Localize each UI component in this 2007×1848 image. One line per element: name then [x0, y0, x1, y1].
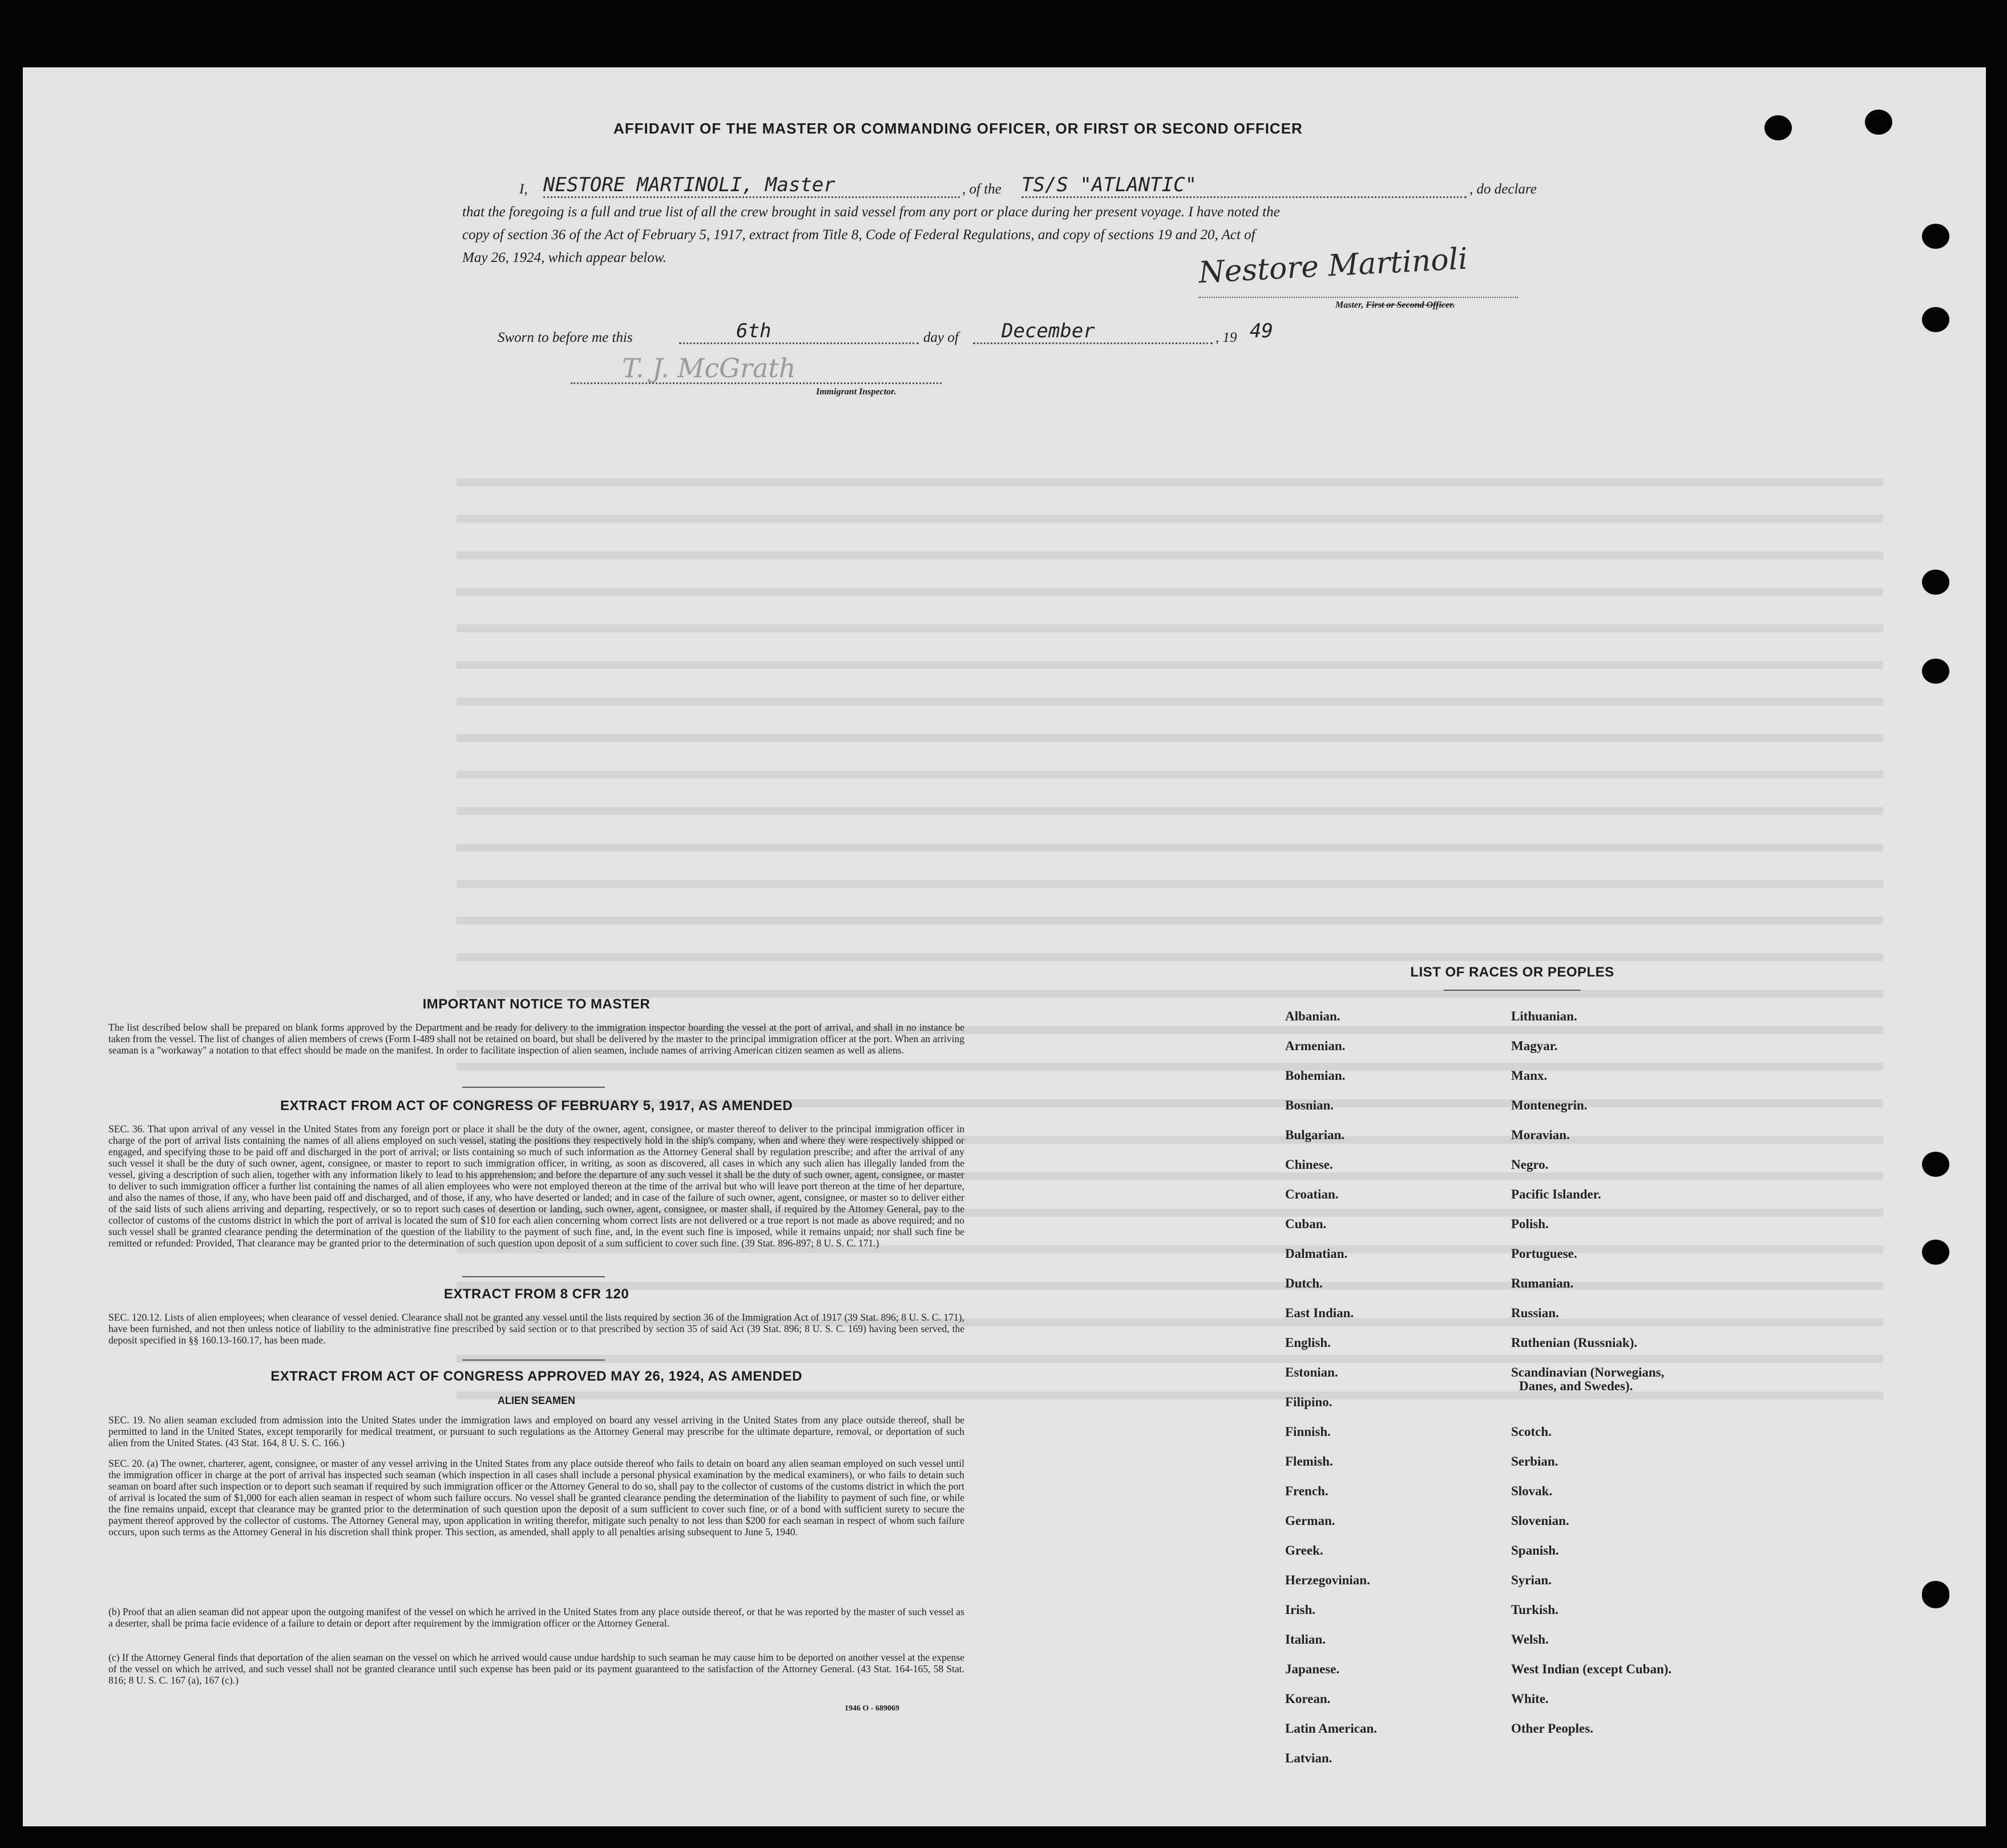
punch-hole: [1865, 110, 1892, 135]
vessel-name-field: TS/S "ATLANTIC": [1021, 173, 1467, 198]
race-item: Syrian.: [1511, 1573, 1552, 1587]
race-item: Montenegrin.: [1511, 1098, 1588, 1112]
race-item: Italian.: [1285, 1632, 1326, 1647]
race-item: Filipino.: [1285, 1395, 1332, 1409]
race-item: Scotch.: [1511, 1425, 1552, 1439]
race-item: Finnish.: [1285, 1425, 1331, 1439]
races-title: LIST OF RACES OR PEOPLES: [1410, 965, 1614, 980]
punch-hole: [1764, 115, 1792, 140]
affidavit-line-4: May 26, 1924, which appear below.: [462, 250, 667, 265]
punch-hole: [1922, 659, 1949, 684]
race-item: Negro.: [1511, 1157, 1549, 1172]
punch-hole: [1922, 570, 1949, 595]
race-item: Portuguese.: [1511, 1246, 1577, 1261]
bleed-through-ghost-text: [457, 478, 1883, 1420]
punch-hole: [1922, 224, 1949, 249]
race-item: Manx.: [1511, 1068, 1548, 1083]
affidavit-line-3: copy of section 36 of the Act of February 5, 1917, extract from Title 8, Code of Federal Regulations, and copy of sections 19 and 20, Act of: [462, 227, 1255, 243]
extract-1917-title: EXTRACT FROM ACT OF CONGRESS OF FEBRUARY 5, 1917, AS AMENDED: [280, 1098, 793, 1113]
race-item: Albanian.: [1285, 1009, 1340, 1023]
race-item: French.: [1285, 1484, 1328, 1498]
race-item: Danes, and Swedes).: [1519, 1379, 1633, 1393]
printer-code: 1946 O - 689069: [845, 1704, 900, 1713]
extract-cfr-title: EXTRACT FROM 8 CFR 120: [443, 1286, 629, 1302]
sworn-label: Sworn to before me this: [498, 330, 633, 345]
race-item: Bulgarian.: [1285, 1128, 1345, 1142]
inspector-signature: T. J. McGrath: [622, 353, 796, 384]
race-item: Japanese.: [1285, 1662, 1340, 1676]
race-item: Slovak.: [1511, 1484, 1553, 1498]
race-item: Bosnian.: [1285, 1098, 1334, 1112]
notice-title: IMPORTANT NOTICE TO MASTER: [422, 996, 651, 1012]
race-item: Herzegovinian.: [1285, 1573, 1370, 1587]
race-item: Magyar.: [1511, 1039, 1558, 1053]
race-item: Dutch.: [1285, 1276, 1323, 1290]
race-item: Latvian.: [1285, 1751, 1332, 1765]
day-of-label: day of: [923, 330, 959, 345]
race-item: Slovenian.: [1511, 1514, 1569, 1528]
sworn-year-field: 49: [1250, 320, 1273, 342]
sworn-day-field: 6th: [679, 320, 919, 344]
race-item: Chinese.: [1285, 1157, 1333, 1172]
extract-1924-sec19: SEC. 19. No alien seaman excluded from admission into the United States under the immigration laws and employed on board any vessel arriving in the United States from any place outside thereof, shall be permitted to land in the United States, except temporarily for medical treatment, or pursuant to such regulations as the Attorney General may prescribe for the ultimate departure, removal, or deportation of such alien from the United States. (43 Stat. 164, 8 U. S. C. 166.): [108, 1414, 964, 1448]
punch-hole: [1922, 1240, 1949, 1265]
affidavit-i-label: I,: [519, 181, 528, 197]
race-item: Irish.: [1285, 1603, 1316, 1617]
extract-1924-subtitle: ALIEN SEAMEN: [497, 1395, 575, 1406]
race-item: Korean.: [1285, 1692, 1331, 1706]
race-item: Croatian.: [1285, 1187, 1339, 1201]
extract-1917-body: SEC. 36. That upon arrival of any vessel in the United States from any foreign port or place it shall be the duty of the owner, agent, consignee, or master thereof to deliver to the principal immigration officer in charge of the port of arrival lists containing the names of all aliens employed on such vessel, stating the positions they respectively hold in the ship's company, when and where they were respectively shipped or engaged, and specifying those to be paid off and discharged in the port of arrival; or lists containing so much of such information as the Attorney General shall by regulation prescribe; and after the arrival of any such vessel it shall be the duty of such owner, agent, consignee, or master to report to such immigration officer, in writing, as soon as discovered, all cases in which any such alien has illegally landed from the vessel, giving a description of such alien, together with any information likely to lead to his apprehension; and before the departure of any such vessel it shall be the duty of such owner, agent, consignee, or master to deliver to such immigration officer a further list containing the names of all alien employees who were not employed thereon at the time of the arrival but who will leave port thereon at the time of her departure, and also the names of those, if any, who have been paid off and discharged, and of those, if any, who have deserted or landed; and in case of the failure of such owner, agent, consignee, or master so to deliver either of the said lists of such aliens arriving and departing, respectively, or so to report such cases of desertion or landing, such owner, agent, consignee, or master shall, if required by the Attorney General, pay to the collector of customs of the customs district in which the port of arrival is located the sum of $10 for each alien concerning whom correct lists are not delivered or a true report is not made as above required; and no such vessel shall be granted clearance pending the determination of the question of the liability to the payment of such fine, and, in the event such fine is imposed, while it remains unpaid; nor shall such fine be remitted or refunded: Provided, That clearance may be granted prior to the determination of such question upon deposit of a sum sufficient to cover such fine. (39 Stat. 896-897; 8 U. S. C. 171.): [108, 1123, 964, 1249]
signature-caption: Master, First or Second Officer.: [1335, 300, 1455, 310]
race-item: East Indian.: [1285, 1306, 1354, 1320]
race-item: Dalmatian.: [1285, 1246, 1348, 1261]
extract-1924-sec20c: (c) If the Attorney General finds that deportation of the alien seaman on the vessel on which he arrived would cause undue hardship to such seaman he may cause him to be deported on another vessel at the expense of the vessel on which he arrived, and such vessel shall not be granted clearance until such expense has been paid or its payment guaranteed to the satisfaction of the Attorney General. (43 Stat. 164-165, 58 Stat. 816; 8 U. S. C. 167 (a), 167 (c).): [108, 1652, 964, 1686]
document-page: [23, 67, 1986, 1826]
race-item: Scandinavian (Norwegians,: [1511, 1365, 1665, 1379]
race-item: Rumanian.: [1511, 1276, 1574, 1290]
race-item: Latin American.: [1285, 1721, 1377, 1736]
race-item: Estonian.: [1285, 1365, 1338, 1379]
race-item: Flemish.: [1285, 1454, 1333, 1468]
race-item: Pacific Islander.: [1511, 1187, 1601, 1201]
inspector-caption: Immigrant Inspector.: [816, 387, 897, 397]
master-signature: Nestore Martinoli: [1197, 241, 1469, 290]
race-item: Greek.: [1285, 1543, 1323, 1558]
race-item: Armenian.: [1285, 1039, 1346, 1053]
race-item: White.: [1511, 1692, 1549, 1706]
race-item: Cuban.: [1285, 1217, 1327, 1231]
do-declare-label: , do declare: [1469, 181, 1537, 197]
extract-cfr-body: SEC. 120.12. Lists of alien employees; when clearance of vessel denied. Clearance shall not be granted any vessel until the lists required by section 36 of the Immigration Act of 1917 (39 Stat. 896; 8 U. S. C. 171), have been furnished, and not then unless notice of liability to the administrative fine prescribed by said section or to that prescribed by section 35 of said Act (39 Stat. 896; 8 U. S. C. 169) having been served, the deposit specified in §§ 160.13-160.17, has been made.: [108, 1312, 964, 1346]
master-name-field: NESTORE MARTINOLI, Master: [543, 173, 960, 198]
race-item: German.: [1285, 1514, 1335, 1528]
punch-hole: [1922, 307, 1949, 332]
punch-hole: [1922, 1152, 1949, 1177]
race-item: Moravian.: [1511, 1128, 1570, 1142]
race-item: Welsh.: [1511, 1632, 1549, 1647]
race-item: Russian.: [1511, 1306, 1559, 1320]
notice-body: The list described below shall be prepared on blank forms approved by the Department and be ready for delivery to the immigration inspector boarding the vessel at the port of arrival, and shall in no instance be taken from the vessel. The list of changes of alien members of crews (Form I-489 shall not be retained on board, but shall be delivered by the master to the principal immigration officer at the port. When an arriving seaman is a "workaway" a notation to that effect should be made on the manifest. In order to facilitate inspection of alien seamen, include names of arriving American citizen seamen as well as aliens.: [108, 1022, 964, 1056]
extract-1924-sec20a: SEC. 20. (a) The owner, charterer, agent, consignee, or master of any vessel arriving in the United States from any place outside thereof who fails to detain on board any alien seaman employed on such vessel until the immigration officer in charge at the port of arrival has inspected such seaman (which inspection in all cases shall include a personal physical examination by the medical examiners), or who fails to detain such seaman on board after such inspection or to deport such seaman if required by such immigration officer or the Attorney General to do so, shall pay to the collector of customs of the customs district in which the port of arrival is located the sum of $1,000 for each alien seaman in respect of whom such failure occurs. No vessel shall be granted clearance pending the determination of the liability to payment of such fine, or while the fine remains unpaid, except that clearance may be granted prior to the determination of such question upon the deposit of a sum sufficient to cover such fine, or of a bond with sufficient surety to secure the payment thereof approved by the collector of customs. The Attorney General may, upon application in writing therefor, mitigate such penalty to not less than $200 for each seaman in respect of whom such failure occurs, upon such terms as the Attorney General in his discretion shall think proper. This section, as amended, shall apply to all penalties arising subsequent to June 5, 1940.: [108, 1458, 964, 1538]
punch-hole: [1922, 1583, 1949, 1608]
affidavit-title: AFFIDAVIT OF THE MASTER OR COMMANDING OFFICER, OR FIRST OR SECOND OFFICER: [613, 120, 1303, 137]
race-item: Spanish.: [1511, 1543, 1559, 1558]
race-item: Polish.: [1511, 1217, 1549, 1231]
affidavit-line-2: that the foregoing is a full and true list of all the crew brought in said vessel from any port or place during her present voyage. I have noted the: [462, 204, 1280, 220]
year-prefix: , 19: [1215, 330, 1237, 345]
of-the-label: , of the: [962, 181, 1002, 197]
extract-1924-title: EXTRACT FROM ACT OF CONGRESS APPROVED MAY 26, 1924, AS AMENDED: [270, 1369, 802, 1384]
extract-1924-sec20b: (b) Proof that an alien seaman did not appear upon the outgoing manifest of the vessel on which he arrived in the United States from any place outside thereof, or that he was reported by the master of such vessel as a deserter, shall be prima facie evidence of a failure to detain or deport after requirement by the immigration officer or the Attorney General.: [108, 1606, 964, 1629]
race-item: English.: [1285, 1335, 1331, 1350]
race-item: Bohemian.: [1285, 1068, 1346, 1083]
race-item: Ruthenian (Russniak).: [1511, 1335, 1638, 1350]
race-item: Serbian.: [1511, 1454, 1558, 1468]
race-item: Turkish.: [1511, 1603, 1558, 1617]
race-item: West Indian (except Cuban).: [1511, 1662, 1672, 1676]
race-item: Lithuanian.: [1511, 1009, 1577, 1023]
sworn-month-field: December: [973, 320, 1213, 344]
race-item: Other Peoples.: [1511, 1721, 1593, 1736]
